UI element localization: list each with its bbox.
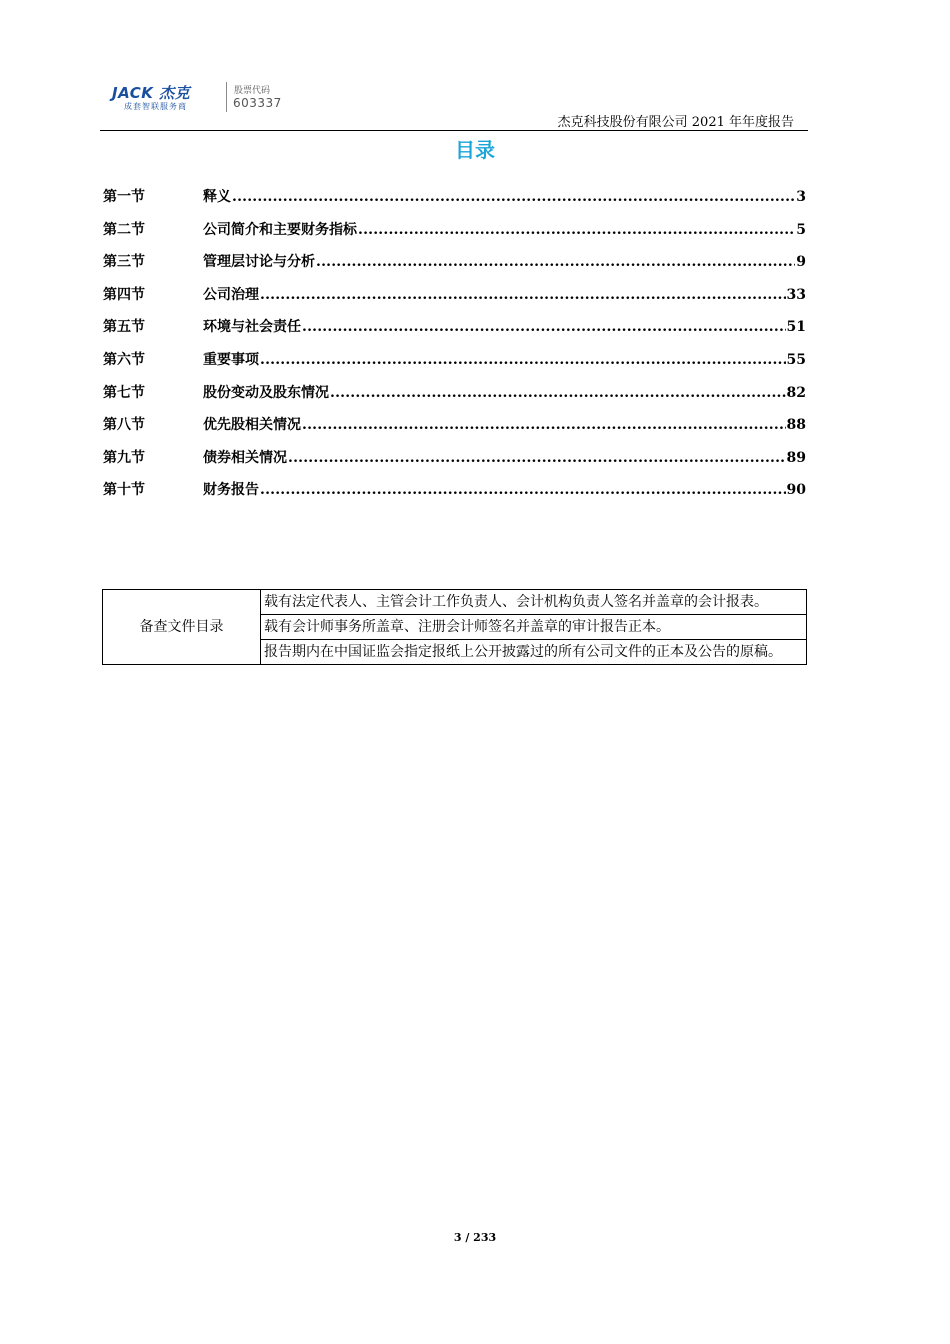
toc-entry[interactable] (103, 186, 806, 219)
toc-leader (302, 319, 786, 335)
toc-entry[interactable] (103, 382, 806, 415)
toc-entry[interactable] (103, 316, 806, 349)
toc-page-number: 89 (786, 449, 806, 466)
toc-section-name: 股份变动及股东情况 (203, 384, 329, 401)
toc-page-number: 88 (786, 417, 806, 434)
toc-section-number: 第一节 (103, 189, 145, 205)
reference-documents-label: 备查文件目录 (103, 590, 261, 665)
toc-section-name: 财务报告 (203, 482, 259, 499)
stock-code: 603337 (233, 96, 282, 110)
reference-document-item: 载有会计师事务所盖章、注册会计师签名并盖章的审计报告正本。 (261, 615, 807, 640)
report-title: 杰克科技股份有限公司 2021 年年度报告 (557, 115, 794, 130)
toc-page-number: 33 (786, 286, 806, 303)
toc-leader (358, 222, 795, 238)
toc-section-number: 第七节 (103, 384, 145, 401)
toc-entry[interactable] (103, 349, 806, 382)
reference-documents-table (102, 589, 807, 665)
toc-entry[interactable] (103, 414, 806, 447)
toc-section-number: 第四节 (103, 286, 145, 303)
toc-leader (260, 287, 786, 303)
toc-section-name: 管理层讨论与分析 (203, 254, 315, 271)
toc-section-number: 第八节 (103, 417, 145, 434)
toc-leader (232, 189, 795, 205)
toc-leader (260, 352, 786, 368)
toc-section-name: 公司简介和主要财务指标 (203, 221, 357, 238)
logo-brand: JACK 杰克 (112, 84, 191, 102)
toc-page-number: 5 (796, 221, 806, 238)
toc-section-number: 第二节 (103, 221, 145, 238)
toc-page-number: 3 (796, 189, 806, 205)
toc-page-number: 9 (796, 254, 806, 271)
toc-section-name: 优先股相关情况 (203, 417, 301, 434)
page-indicator: 3 / 233 (453, 1231, 497, 1244)
toc-page-number: 51 (786, 319, 806, 336)
toc-section-name: 释义 (203, 189, 231, 205)
toc-section-number: 第九节 (103, 449, 145, 466)
header-divider (100, 130, 808, 131)
toc-entry[interactable] (103, 479, 806, 512)
toc-entry[interactable] (103, 447, 806, 480)
logo-slogan: 成套智联服务商 (124, 102, 187, 111)
toc-section-number: 第五节 (103, 319, 145, 336)
toc-page-number: 55 (786, 351, 806, 368)
toc-entry[interactable] (103, 219, 806, 252)
toc-section-name: 公司治理 (203, 286, 259, 303)
toc-page-number: 90 (786, 482, 806, 499)
toc-section-number: 第十节 (103, 482, 145, 499)
toc-entry[interactable] (103, 251, 806, 284)
toc-leader (288, 450, 786, 466)
logo-divider (226, 82, 227, 112)
toc-section-name: 债券相关情况 (203, 449, 287, 466)
toc-leader (260, 482, 786, 498)
stock-code-label: 股票代码 (234, 86, 271, 96)
reference-document-item: 报告期内在中国证监会指定报纸上公开披露过的所有公司文件的正本及公告的原稿。 (261, 640, 807, 665)
toc-leader (302, 417, 786, 433)
table-of-contents (103, 186, 806, 512)
toc-page-number: 82 (786, 384, 806, 401)
toc-section-number: 第六节 (103, 351, 145, 368)
table-row (103, 590, 807, 615)
toc-section-name: 重要事项 (203, 351, 259, 368)
reference-document-item: 载有法定代表人、主管会计工作负责人、会计机构负责人签名并盖章的会计报表。 (261, 590, 807, 615)
toc-title: 目录 (455, 138, 495, 162)
toc-leader (330, 385, 786, 401)
company-logo (112, 80, 292, 116)
toc-leader (316, 254, 795, 270)
toc-entry[interactable] (103, 284, 806, 317)
toc-section-number: 第三节 (103, 254, 145, 271)
toc-section-name: 环境与社会责任 (203, 319, 301, 336)
